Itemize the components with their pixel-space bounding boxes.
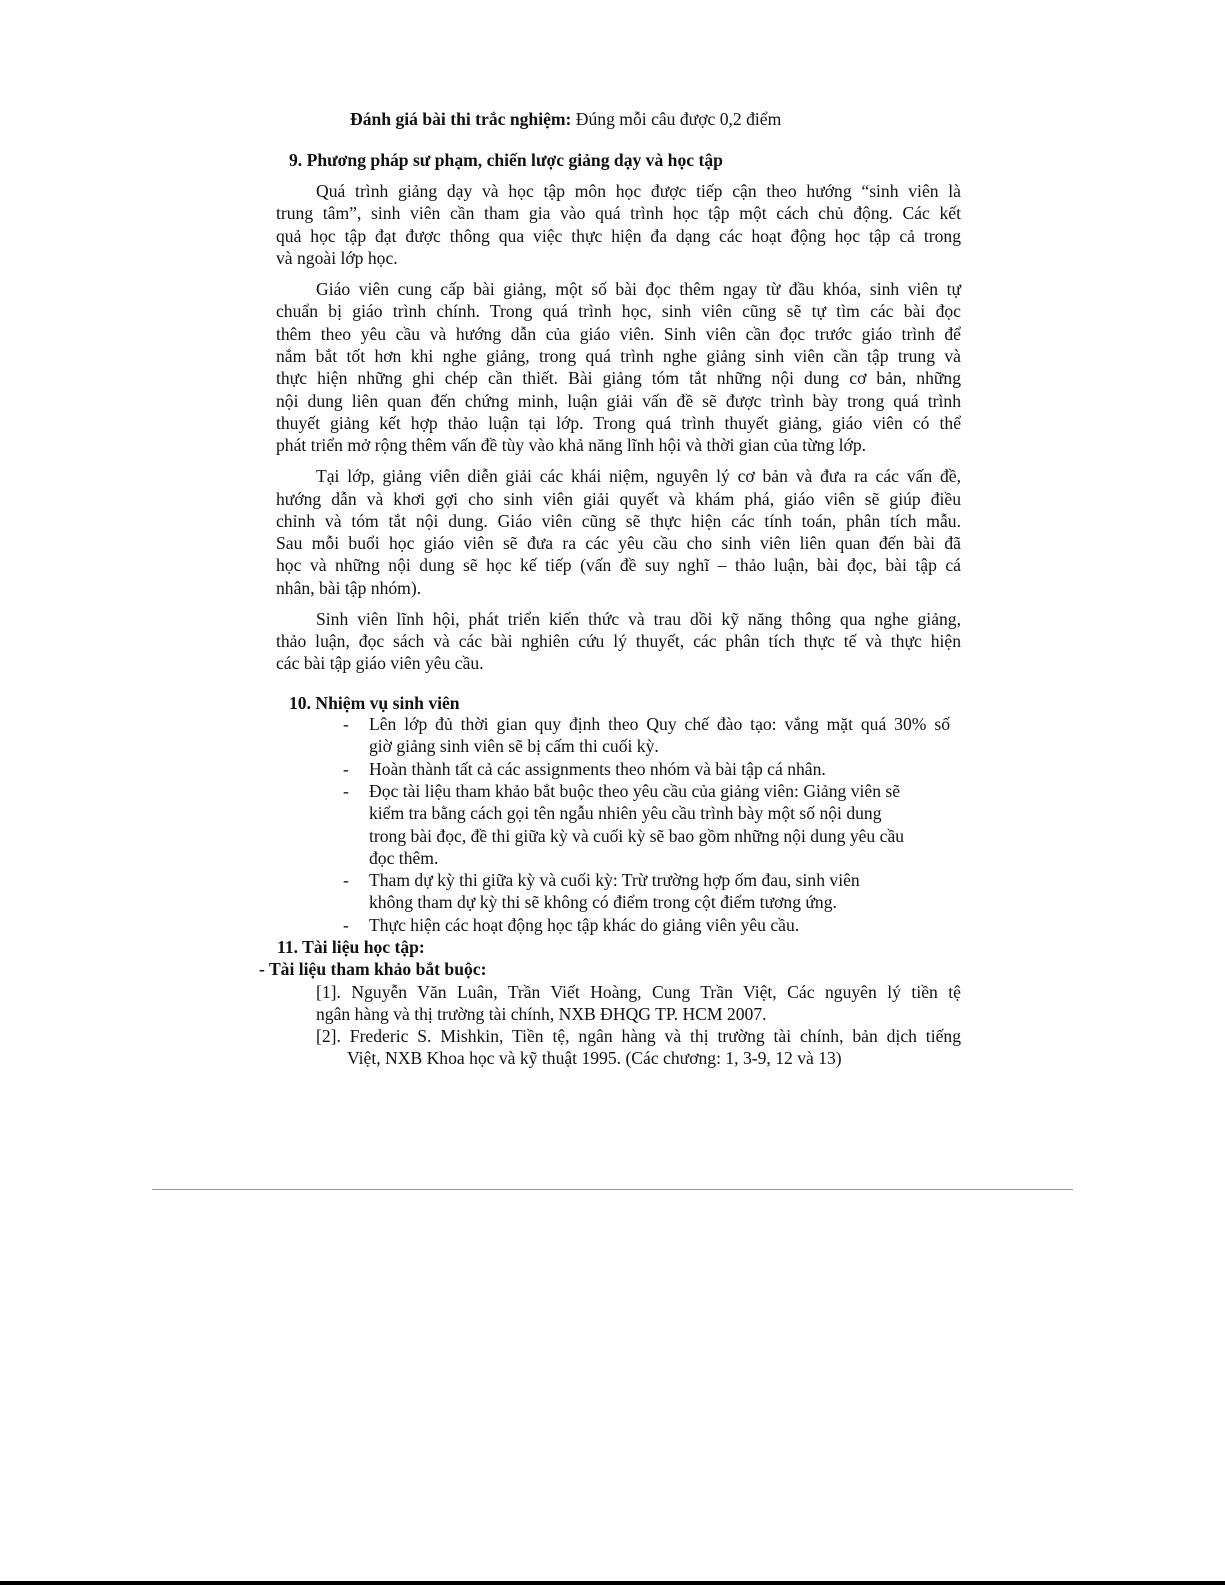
duty-line: Đọc tài liệu tham khảo bắt buộc theo yêu cầu của giảng viên: Giảng viên sẽ <box>369 781 901 801</box>
s9-p4-line: Sinh viên lĩnh hội, phát triển kiến thức và trau dồi kỹ năng thông qua nghe giảng, <box>316 609 961 629</box>
page-bottom-edge <box>0 1581 1225 1585</box>
s9-p3-line: Tại lớp, giảng viên diễn giải các khái niệm, nguyên lý cơ bản và đưa ra các vấn đề, <box>316 466 961 486</box>
s9-p2-line: thực hiện những ghi chép cần thiết. Bài giảng tóm tắt những nội dung cơ bản, những <box>276 368 961 388</box>
s9-p3-line: học và những nội dung sẽ học kế tiếp (vấn đề suy nghĩ – thảo luận, bài đọc, bài tập cá <box>276 555 961 575</box>
bullet-dash: - <box>343 759 349 779</box>
duty-line: Thực hiện các hoạt động học tập khác do giảng viên yêu cầu. <box>369 915 800 935</box>
duty-line: giờ giảng sinh viên sẽ bị cấm thi cuối kỳ. <box>369 736 659 756</box>
duty-line: không tham dự kỳ thi sẽ không có điểm trong cột điểm tương ứng. <box>369 892 837 912</box>
duty-line: Hoàn thành tất cả các assignments theo nhóm và bài tập cá nhân. <box>369 759 826 779</box>
evaluation-label: Đánh giá bài thi trắc nghiệm: <box>350 109 572 129</box>
duty-line: đọc thêm. <box>369 848 439 868</box>
s9-p2-line: thuyết giảng kết hợp thảo luận tại lớp. Trong quá trình thuyết giảng, giáo viên có thể <box>276 413 961 433</box>
bullet-dash: - <box>343 870 349 890</box>
s9-p1-line: Quá trình giảng dạy và học tập môn học được tiếp cận theo hướng “sinh viên là <box>316 181 961 201</box>
s9-p2-line: Giáo viên cung cấp bài giảng, một số bài đọc thêm ngay từ đầu khóa, sinh viên tự <box>316 279 961 299</box>
required-references-heading: - Tài liệu tham khảo bắt buộc: <box>259 959 487 979</box>
s9-p4-line: thảo luận, đọc sách và các bài nghiên cứu lý thuyết, các phân tích thực tế và thực hiện <box>276 631 961 651</box>
s9-p1-line: trung tâm”, sinh viên cần tham gia vào quá trình học tập một cách chủ động. Các kết <box>276 203 961 223</box>
s9-p1-line: quả học tập đạt được thông qua việc thực hiện đa dạng các hoạt động học tập cả trong <box>276 226 961 246</box>
s9-p2-line: nội dung liên quan đến chứng minh, luận giải vấn đề sẽ được trình bày trong quá trình <box>276 391 961 411</box>
duty-line: Tham dự kỳ thi giữa kỳ và cuối kỳ: Trừ trường hợp ốm đau, sinh viên <box>369 870 860 890</box>
reference-line: [1]. Nguyễn Văn Luân, Trần Viết Hoàng, Cung Trần Việt, Các nguyên lý tiền tệ <box>316 982 961 1002</box>
s9-p4-line: các bài tập giáo viên yêu cầu. <box>276 653 484 673</box>
s9-p3-line: nhân, bài tập nhóm). <box>276 578 422 598</box>
s9-p3-line: hướng dẫn và khơi gợi cho sinh viên giải quyết và khám phá, giáo viên sẽ giúp điều <box>276 489 961 509</box>
evaluation-line <box>350 108 781 130</box>
duty-line: trong bài đọc, đề thi giữa kỳ và cuối kỳ sẽ bao gồm những nội dung yêu cầu <box>369 826 905 846</box>
duty-line: kiểm tra bằng cách gọi tên ngẫu nhiên yêu cầu trình bày một số nội dung <box>369 803 882 823</box>
s9-p2-line: nắm bắt tốt hơn khi nghe giảng, trong quá trình nghe giảng sinh viên cần tập trung và <box>276 346 961 366</box>
section-11-heading: 11. Tài liệu học tập: <box>277 937 425 957</box>
bullet-dash: - <box>343 781 349 801</box>
duty-line: Lên lớp đủ thời gian quy định theo Quy chế đào tạo: vắng mặt quá 30% số <box>369 714 950 734</box>
s9-p3-line: Sau mỗi buổi học giáo viên sẽ đưa ra các yêu cầu cho sinh viên liên quan đến bài đã <box>276 533 961 553</box>
footer-divider <box>152 1189 1073 1190</box>
bullet-dash: - <box>343 714 349 734</box>
s9-p2-line: chuẩn bị giáo trình chính. Trong quá trình học, sinh viên cũng sẽ tự tìm các bài đọc <box>276 301 961 321</box>
reference-line: Việt, NXB Khoa học và kỹ thuật 1995. (Các chương: 1, 3-9, 12 và 13) <box>347 1048 842 1068</box>
s9-p2-line: thêm theo yêu cầu và hướng dẫn của giáo viên. Sinh viên cần đọc trước giáo trình để <box>276 324 961 344</box>
reference-line: [2]. Frederic S. Mishkin, Tiền tệ, ngân hàng và thị trường tài chính, bản dịch tiếng <box>316 1026 961 1046</box>
section-10-heading: 10. Nhiệm vụ sinh viên <box>289 693 460 713</box>
section-9-heading: 9. Phương pháp sư phạm, chiến lược giảng dạy và học tập <box>289 150 723 170</box>
s9-p1-line: và ngoài lớp học. <box>276 248 398 268</box>
s9-p2-line: phát triển mở rộng thêm vấn đề tùy vào khả năng lĩnh hội và thời gian của từng lớp. <box>276 435 867 455</box>
bullet-dash: - <box>343 915 349 935</box>
s9-p3-line: chỉnh và tóm tắt nội dung. Giáo viên cũng sẽ thực hiện các tính toán, phân tích mẫu. <box>276 511 961 531</box>
evaluation-text: Đúng mỗi câu được 0,2 điểm <box>571 109 782 129</box>
reference-line: ngân hàng và thị trường tài chính, NXB ĐHQG TP. HCM 2007. <box>316 1004 767 1024</box>
